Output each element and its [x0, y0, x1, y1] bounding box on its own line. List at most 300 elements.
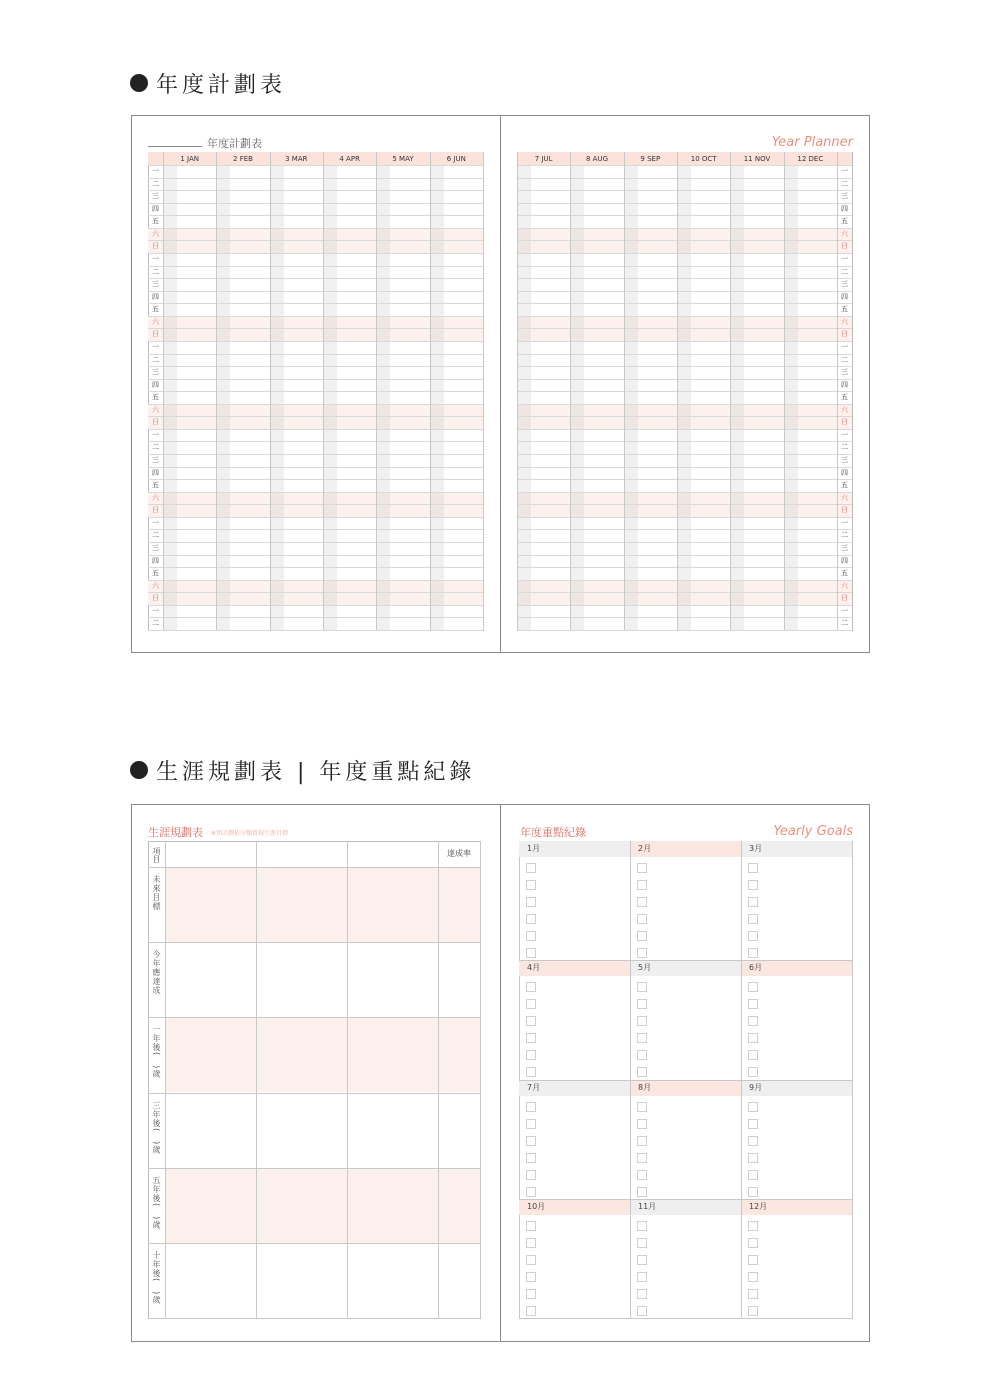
row-line: [517, 266, 852, 267]
goal-checkbox[interactable]: [637, 948, 647, 958]
row-line: [517, 190, 852, 191]
goal-checkbox[interactable]: [637, 1033, 647, 1043]
row-line: [148, 215, 483, 216]
weekday-label: 五: [152, 305, 159, 314]
weekday-label: 日: [841, 506, 848, 515]
column-line: [163, 152, 164, 630]
weekday-label: 二: [152, 531, 159, 540]
weekday-label: 五: [152, 217, 159, 226]
row-line: [148, 630, 483, 631]
goal-checkbox[interactable]: [637, 914, 647, 924]
row-label: 今年應達成: [152, 950, 161, 996]
row-line: [148, 228, 483, 229]
goal-checkbox[interactable]: [748, 1067, 758, 1077]
goal-checkbox[interactable]: [748, 948, 758, 958]
row-line: [148, 517, 483, 518]
month-label: 5月: [638, 963, 652, 973]
goal-checkbox[interactable]: [526, 1136, 536, 1146]
career-plan-table: [148, 841, 480, 1318]
row-line: [517, 303, 852, 304]
row-line: [517, 504, 852, 505]
career-goals-spread: [131, 804, 870, 1342]
weekday-label: 六: [841, 229, 848, 238]
goals-right-heading: Yearly Goals: [773, 824, 853, 839]
goal-checkbox[interactable]: [526, 1119, 536, 1129]
goal-checkbox[interactable]: [637, 1272, 647, 1282]
weekday-label: 一: [841, 254, 848, 263]
row-line: [148, 1017, 480, 1018]
month-stripe: [517, 165, 531, 630]
month-stripe: [163, 165, 177, 630]
goal-checkbox[interactable]: [526, 1187, 536, 1197]
goal-checkbox[interactable]: [526, 1016, 536, 1026]
weekday-label: 四: [152, 380, 159, 389]
goal-checkbox[interactable]: [526, 1306, 536, 1316]
weekday-label: 四: [841, 556, 848, 565]
weekday-label: 一: [841, 430, 848, 439]
weekday-label: 三: [152, 544, 159, 553]
weekday-label: 一: [152, 167, 159, 175]
weekday-label: 五: [152, 481, 159, 490]
weekday-label: 日: [152, 242, 159, 251]
column-line: [430, 152, 431, 630]
column-line: [376, 152, 377, 630]
row-line: [517, 278, 852, 279]
goal-checkbox[interactable]: [526, 982, 536, 992]
goal-checkbox[interactable]: [526, 931, 536, 941]
month-label: 3月: [749, 844, 763, 853]
column-line: [216, 152, 217, 630]
row-line: [148, 203, 483, 204]
row-line: [148, 328, 483, 329]
row-line: [517, 479, 852, 480]
goal-checkbox[interactable]: [748, 1238, 758, 1248]
row-line: [148, 391, 483, 392]
goal-checkbox[interactable]: [526, 1170, 536, 1180]
weekday-label: 四: [152, 556, 159, 565]
row-line: [148, 429, 483, 430]
goal-checkbox[interactable]: [526, 1238, 536, 1248]
column-line: [677, 152, 678, 630]
row-line: [148, 867, 480, 868]
row-line: [517, 529, 852, 530]
weekday-label: 日: [152, 418, 159, 427]
goal-checkbox[interactable]: [748, 1119, 758, 1129]
goal-checkbox[interactable]: [748, 914, 758, 924]
month-label: 9月: [749, 1082, 763, 1092]
weekday-label: 二: [152, 443, 159, 452]
weekday-label: 二: [152, 267, 159, 276]
goal-checkbox[interactable]: [526, 1272, 536, 1282]
weekday-label: 五: [841, 481, 848, 490]
weekday-label: 六: [841, 317, 848, 326]
month-label: 5 MAY: [392, 155, 414, 163]
row-line: [148, 354, 483, 355]
goal-checkbox[interactable]: [748, 931, 758, 941]
goal-checkbox[interactable]: [637, 1170, 647, 1180]
weekday-label: 二: [841, 531, 848, 540]
row-line: [519, 1199, 852, 1200]
weekday-label: 一: [152, 342, 159, 351]
goal-checkbox[interactable]: [748, 1306, 758, 1316]
weekday-label: 六: [152, 405, 159, 414]
annual-right-grid: [517, 152, 852, 630]
goal-checkbox[interactable]: [748, 1221, 758, 1231]
goal-checkbox[interactable]: [637, 1016, 647, 1026]
row-line: [517, 215, 852, 216]
goal-checkbox[interactable]: [526, 948, 536, 958]
row-line: [148, 529, 483, 530]
weekday-label: 四: [841, 468, 848, 477]
month-label: 7 JUL: [534, 155, 553, 163]
goal-checkbox[interactable]: [748, 1289, 758, 1299]
weekday-label: 二: [152, 619, 159, 628]
row-line: [148, 592, 483, 593]
row-line: [517, 567, 852, 568]
row-line: [517, 341, 852, 342]
column-line: [730, 152, 731, 630]
goal-checkbox[interactable]: [637, 931, 647, 941]
month-label: 10月: [527, 1201, 546, 1211]
row-line: [517, 178, 852, 179]
weekday-label: 一: [152, 430, 159, 439]
month-stripe: [270, 165, 284, 630]
weekday-label: 四: [841, 292, 848, 301]
row-label: 三年後( )歲: [152, 1100, 161, 1154]
goal-checkbox[interactable]: [637, 1306, 647, 1316]
row-line: [517, 328, 852, 329]
row-line: [519, 1080, 852, 1081]
row-line: [517, 617, 852, 618]
weekday-label: 六: [841, 581, 848, 590]
weekday-label: 日: [152, 330, 159, 339]
row-line: [517, 467, 852, 468]
month-label: 6 JUN: [446, 155, 466, 163]
weekday-label: 五: [841, 305, 848, 314]
row-line: [517, 165, 852, 166]
month-label: 7月: [527, 1082, 541, 1092]
weekday-label: 三: [152, 192, 159, 201]
row-line: [148, 492, 483, 493]
weekday-label: 五: [841, 217, 848, 226]
weekday-label: 四: [152, 468, 159, 477]
spine: [500, 805, 501, 1341]
month-label: 1 JAN: [180, 155, 199, 163]
weekday-label: 二: [152, 355, 159, 364]
bullet-icon: [130, 74, 148, 92]
row-line: [517, 454, 852, 455]
goal-checkbox[interactable]: [748, 1153, 758, 1163]
goal-checkbox[interactable]: [748, 1255, 758, 1265]
weekday-label: 四: [152, 292, 159, 301]
weekday-label: 一: [152, 518, 159, 527]
column-line: [784, 152, 785, 630]
goal-checkbox[interactable]: [748, 1033, 758, 1043]
goal-checkbox[interactable]: [748, 1170, 758, 1180]
goal-checkbox[interactable]: [748, 1016, 758, 1026]
month-stripe: [624, 165, 638, 630]
goal-checkbox[interactable]: [526, 1033, 536, 1043]
weekday-label: 三: [841, 456, 848, 465]
row-line: [148, 165, 483, 166]
row-label: 一年後( )歲: [152, 1025, 161, 1079]
weekday-label: 六: [152, 581, 159, 590]
row-line: [148, 291, 483, 292]
column-line: [256, 841, 257, 1318]
goal-checkbox[interactable]: [748, 1187, 758, 1197]
goal-checkbox[interactable]: [637, 863, 647, 873]
goal-checkbox[interactable]: [637, 1255, 647, 1265]
row-line: [148, 467, 483, 468]
row-line: [148, 266, 483, 267]
goal-checkbox[interactable]: [526, 897, 536, 907]
weekday-label: 四: [152, 204, 159, 213]
row-line: [148, 1318, 480, 1319]
goal-checkbox[interactable]: [748, 897, 758, 907]
goal-checkbox[interactable]: [748, 982, 758, 992]
weekday-label: 三: [841, 280, 848, 289]
weekday-label: 一: [841, 606, 848, 615]
row-line: [148, 404, 483, 405]
row-line: [148, 617, 483, 618]
weekday-label: 五: [841, 393, 848, 402]
weekday-label: 三: [152, 280, 159, 289]
row-line: [148, 567, 483, 568]
goal-checkbox[interactable]: [526, 1221, 536, 1231]
goal-checkbox[interactable]: [526, 914, 536, 924]
spine: [500, 116, 501, 652]
row-line: [148, 1243, 480, 1244]
goal-checkbox[interactable]: [637, 1187, 647, 1197]
row-line: [517, 391, 852, 392]
row-line: [148, 253, 483, 254]
row-line: [517, 366, 852, 367]
goal-checkbox[interactable]: [748, 1050, 758, 1060]
row-line: [517, 555, 852, 556]
row-label: 五年後( )歲: [152, 1175, 161, 1229]
weekday-label: 四: [841, 204, 848, 213]
annual-left-grid: [148, 152, 483, 630]
goal-checkbox[interactable]: [637, 1050, 647, 1060]
goal-checkbox[interactable]: [637, 1238, 647, 1248]
month-label: 4 APR: [339, 155, 360, 163]
goal-checkbox[interactable]: [748, 1136, 758, 1146]
annual-planner-spread: [131, 115, 870, 653]
tinted-row: [165, 1017, 480, 1092]
weekday-label: 六: [152, 493, 159, 502]
row-line: [148, 454, 483, 455]
month-label: 2 FEB: [233, 155, 253, 163]
row-line: [148, 504, 483, 505]
row-line: [517, 605, 852, 606]
goal-checkbox[interactable]: [637, 982, 647, 992]
row-label: 十年後( )歲: [152, 1250, 161, 1305]
month-label: 12 DEC: [797, 155, 824, 163]
weekday-label: 四: [841, 380, 848, 389]
weekday-label: 日: [841, 594, 848, 603]
column-line: [570, 152, 571, 630]
row-line: [148, 366, 483, 367]
weekday-label: 日: [841, 418, 848, 427]
goal-checkbox[interactable]: [526, 1050, 536, 1060]
weekday-label: 五: [152, 569, 159, 578]
row-line: [517, 542, 852, 543]
annual-right-heading: Year Planner: [771, 135, 853, 150]
month-stripe: [323, 165, 337, 630]
weekday-label: 日: [152, 506, 159, 515]
row-line: [148, 580, 483, 581]
goal-checkbox[interactable]: [748, 880, 758, 890]
month-label: 1月: [527, 844, 541, 853]
column-line: [483, 152, 484, 630]
weekday-label: 三: [152, 456, 159, 465]
month-label: 2月: [638, 844, 652, 853]
goal-checkbox[interactable]: [748, 1272, 758, 1282]
section-title-career: [130, 755, 475, 785]
weekday-label: 一: [841, 167, 848, 175]
row-line: [517, 492, 852, 493]
month-stripe: [570, 165, 584, 630]
weekday-label: 日: [841, 330, 848, 339]
weekday-label: 六: [152, 317, 159, 326]
tinted-row: [165, 867, 480, 942]
goal-checkbox[interactable]: [526, 880, 536, 890]
row-line: [517, 203, 852, 204]
month-stripe: [216, 165, 230, 630]
weekday-label: 五: [152, 393, 159, 402]
row-line: [148, 190, 483, 191]
row-line: [517, 240, 852, 241]
weekday-label: 一: [152, 254, 159, 263]
goal-checkbox[interactable]: [526, 1102, 536, 1112]
month-label: 4月: [527, 963, 541, 973]
month-label: 3 MAR: [285, 155, 308, 163]
goal-checkbox[interactable]: [637, 1221, 647, 1231]
goal-checkbox[interactable]: [637, 1153, 647, 1163]
goal-checkbox[interactable]: [637, 1119, 647, 1129]
bullet-icon: [130, 761, 148, 779]
goals-heading: 年度重點紀錄: [520, 826, 586, 839]
column-line: [323, 152, 324, 630]
row-line: [517, 630, 852, 631]
month-stripe: [730, 165, 744, 630]
weekday-label: 三: [841, 192, 848, 201]
row-line: [148, 416, 483, 417]
month-label: 11 NOV: [743, 155, 771, 163]
weekday-label: 三: [841, 544, 848, 553]
row-line: [517, 592, 852, 593]
row-line: [517, 580, 852, 581]
row-line: [517, 404, 852, 405]
row-line: [517, 354, 852, 355]
weekday-label: 一: [152, 606, 159, 615]
goal-checkbox[interactable]: [748, 999, 758, 1009]
column-line: [624, 152, 625, 630]
column-line: [480, 841, 481, 1318]
goal-checkbox[interactable]: [748, 863, 758, 873]
month-stripe: [677, 165, 691, 630]
row-line: [517, 291, 852, 292]
weekday-label: 六: [841, 493, 848, 502]
row-line: [148, 341, 483, 342]
column-line: [438, 841, 439, 1318]
yearly-goals-grid: [519, 841, 852, 1318]
month-label: 9 SEP: [640, 155, 661, 163]
section-title-career-text: 生涯規劃表 | 年度重點紀錄: [156, 759, 476, 785]
goal-checkbox[interactable]: [637, 897, 647, 907]
row-line: [148, 303, 483, 304]
month-stripe: [376, 165, 390, 630]
goal-checkbox[interactable]: [637, 1136, 647, 1146]
weekday-label: 日: [152, 594, 159, 603]
goal-checkbox[interactable]: [637, 1102, 647, 1112]
row-line: [517, 517, 852, 518]
row-line: [517, 416, 852, 417]
row-line: [517, 429, 852, 430]
weekday-label: 三: [152, 368, 159, 377]
month-label: 6月: [749, 963, 763, 973]
goal-checkbox[interactable]: [637, 1067, 647, 1077]
row-line: [148, 942, 480, 943]
goal-checkbox[interactable]: [637, 999, 647, 1009]
month-label: 11月: [638, 1201, 657, 1211]
weekday-label: 二: [841, 179, 848, 188]
row-line: [519, 960, 852, 961]
annual-left-heading: 年度計劃表: [207, 137, 262, 150]
rate-label: 達成率: [447, 849, 471, 858]
weekday-label: 六: [152, 229, 159, 238]
career-note: ※預計劃依分類實現生涯目標: [211, 830, 289, 837]
goal-checkbox[interactable]: [526, 999, 536, 1009]
row-line: [148, 316, 483, 317]
weekday-label: 二: [841, 443, 848, 452]
goal-checkbox[interactable]: [637, 1289, 647, 1299]
goal-checkbox[interactable]: [526, 1289, 536, 1299]
weekday-label: 一: [841, 342, 848, 351]
goal-checkbox[interactable]: [637, 880, 647, 890]
weekday-label: 日: [841, 242, 848, 251]
section-title-annual: [130, 68, 286, 98]
goal-checkbox[interactable]: [526, 1153, 536, 1163]
row-line: [517, 253, 852, 254]
corner-label: 項目: [152, 847, 161, 863]
row-line: [148, 441, 483, 442]
row-line: [148, 479, 483, 480]
column-line: [165, 841, 166, 1318]
row-line: [517, 228, 852, 229]
goal-checkbox[interactable]: [526, 863, 536, 873]
row-line: [148, 379, 483, 380]
month-label: 12月: [749, 1201, 768, 1211]
weekday-label: 二: [152, 179, 159, 188]
goal-checkbox[interactable]: [526, 1067, 536, 1077]
weekday-label: 二: [841, 267, 848, 276]
career-heading: 生涯規劃表: [148, 826, 203, 839]
weekday-label: 五: [841, 569, 848, 578]
row-line: [148, 178, 483, 179]
month-label: 10 OCT: [690, 155, 717, 163]
weekday-label: 二: [841, 619, 848, 628]
blank-year-line[interactable]: [148, 134, 202, 147]
column-line: [270, 152, 271, 630]
goal-checkbox[interactable]: [526, 1255, 536, 1265]
goal-checkbox[interactable]: [748, 1102, 758, 1112]
weekday-label: 三: [841, 368, 848, 377]
row-line: [148, 278, 483, 279]
weekday-label: 一: [841, 518, 848, 527]
row-line: [517, 379, 852, 380]
weekday-label: 六: [841, 405, 848, 414]
